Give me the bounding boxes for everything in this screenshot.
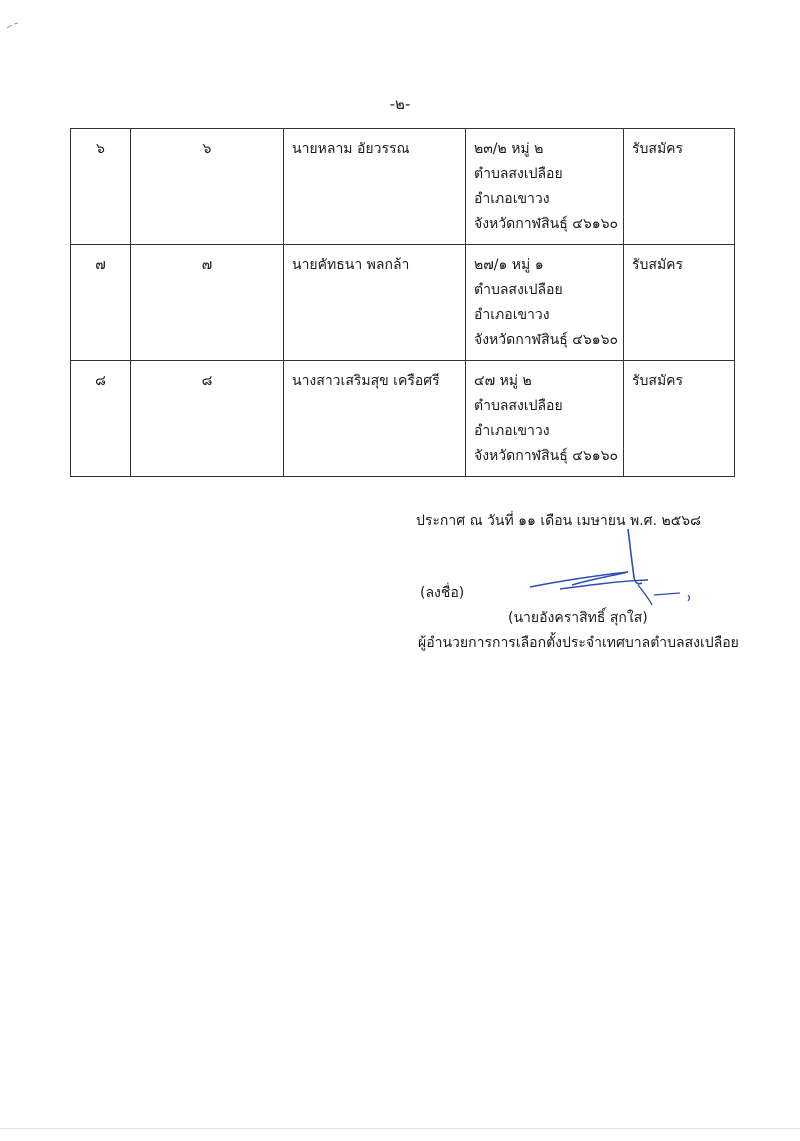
row-order: ๖	[71, 129, 131, 245]
address-line: ๒๓/๒ หมู่ ๒	[474, 141, 544, 157]
candidate-status: รับสมัคร	[624, 245, 735, 361]
signer-name: (นายอังคราสิทธิ์ สุกใส)	[508, 610, 648, 626]
address-line: ๒๗/๑ หมู่ ๑	[474, 257, 544, 273]
handwritten-signature	[520, 525, 700, 615]
candidates-table	[70, 128, 735, 477]
candidate-address	[466, 245, 624, 361]
address-line: ตำบลสงเปลือย	[474, 398, 563, 414]
candidate-status: รับสมัคร	[624, 361, 735, 477]
address-line: ตำบลสงเปลือย	[474, 166, 563, 182]
page-number: -๒-	[389, 95, 411, 113]
address-line: จังหวัดกาฬสินธุ์ ๔๖๑๖๐	[474, 216, 619, 232]
table-row	[71, 245, 735, 361]
address-line: อำเภอเขาวง	[474, 307, 550, 323]
address-line: อำเภอเขาวง	[474, 191, 550, 207]
row-order: ๘	[71, 361, 131, 477]
candidate-number: ๗	[131, 245, 284, 361]
table-row	[71, 361, 735, 477]
candidate-name: นางสาวเสริมสุข เครือศรี	[284, 361, 466, 477]
address-line: ตำบลสงเปลือย	[474, 282, 563, 298]
scan-mark	[6, 22, 20, 30]
address-line: อำเภอเขาวง	[474, 423, 550, 439]
candidate-number: ๘	[131, 361, 284, 477]
page-bottom-rule	[0, 1128, 800, 1129]
signature-label: (ลงชื่อ)	[420, 585, 465, 601]
candidate-status: รับสมัคร	[624, 129, 735, 245]
address-line: ๔๗ หมู่ ๒	[474, 373, 532, 389]
table-row	[71, 129, 735, 245]
candidate-name: นายหลาม อัยวรรณ	[284, 129, 466, 245]
candidate-address	[466, 361, 624, 477]
candidate-address	[466, 129, 624, 245]
row-order: ๗	[71, 245, 131, 361]
address-line: จังหวัดกาฬสินธุ์ ๔๖๑๖๐	[474, 332, 619, 348]
address-line: จังหวัดกาฬสินธุ์ ๔๖๑๖๐	[474, 448, 619, 464]
announcement-date: ประกาศ ณ วันที่ ๑๑ เดือน เมษายน พ.ศ. ๒๕๖๘	[416, 513, 701, 529]
signer-title: ผู้อำนวยการการเลือกตั้งประจำเทศบาลตำบลสงเปลือย	[418, 635, 739, 651]
candidate-number: ๖	[131, 129, 284, 245]
candidate-name: นายคัทธนา พลกล้า	[284, 245, 466, 361]
